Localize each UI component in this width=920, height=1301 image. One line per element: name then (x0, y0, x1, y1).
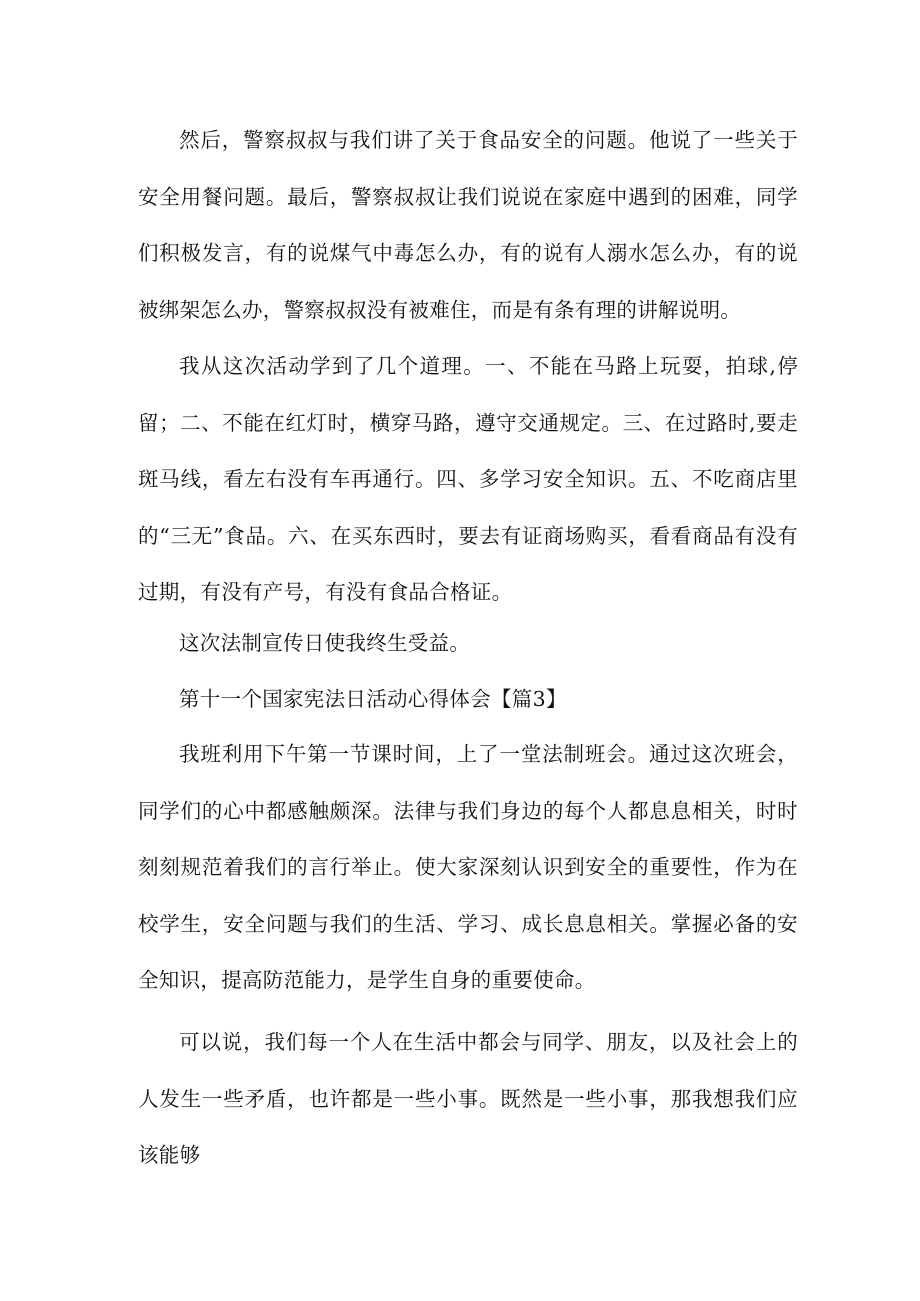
paragraph-benefit: 这次法制宣传日使我终生受益。 (179, 631, 471, 655)
paragraph-class-meeting: 我班利用下午第一节课时间，上了一堂法制班会。通过这次班会，同学们的心中都感触颇深。法律与我们身边的每个人都息息相关，时时刻刻规范着我们的言行举止。使大家深刻认识到安全的重要性，作为在校学生，安全问题与我们的生活、学习、成长息息相关。掌握必备的安全知识，提高防范能力，是学生自身的重要使命。 (138, 742, 798, 992)
paragraph-police-food-safety: 然后，警察叔叔与我们讲了关于食品安全的问题。他说了一些关于安全用餐问题。最后，警察叔叔让我们说说在家庭中遇到的困难，同学们积极发言，有的说煤气中毒怎么办，有的说有人溺水怎么办，有的说被绑架怎么办，警察叔叔没有被难住，而是有条有理的讲解说明。 (138, 128, 798, 322)
paragraph-lessons-learned: 我从这次活动学到了几个道理。一、不能在马路上玩耍，拍球,停留；二、不能在红灯时，横穿马路，遵守交通规定。三、在过路时,要走斑马线，看左右没有车再通行。四、多学习安全知识。五、不吃商店里的“三无”食品。六、在买东西时，要去有证商场购买，看看商品有没有过期，有没有产号，有没有食品合格证。 (138, 354, 798, 604)
section-heading: 第十一个国家宪法日活动心得体会【篇3】 (179, 687, 567, 711)
paragraph-conflicts: 可以说，我们每一个人在生活中都会与同学、朋友，以及社会上的人发生一些矛盾，也许都是一些小事。既然是一些小事，那我想我们应该能够 (138, 1030, 798, 1167)
